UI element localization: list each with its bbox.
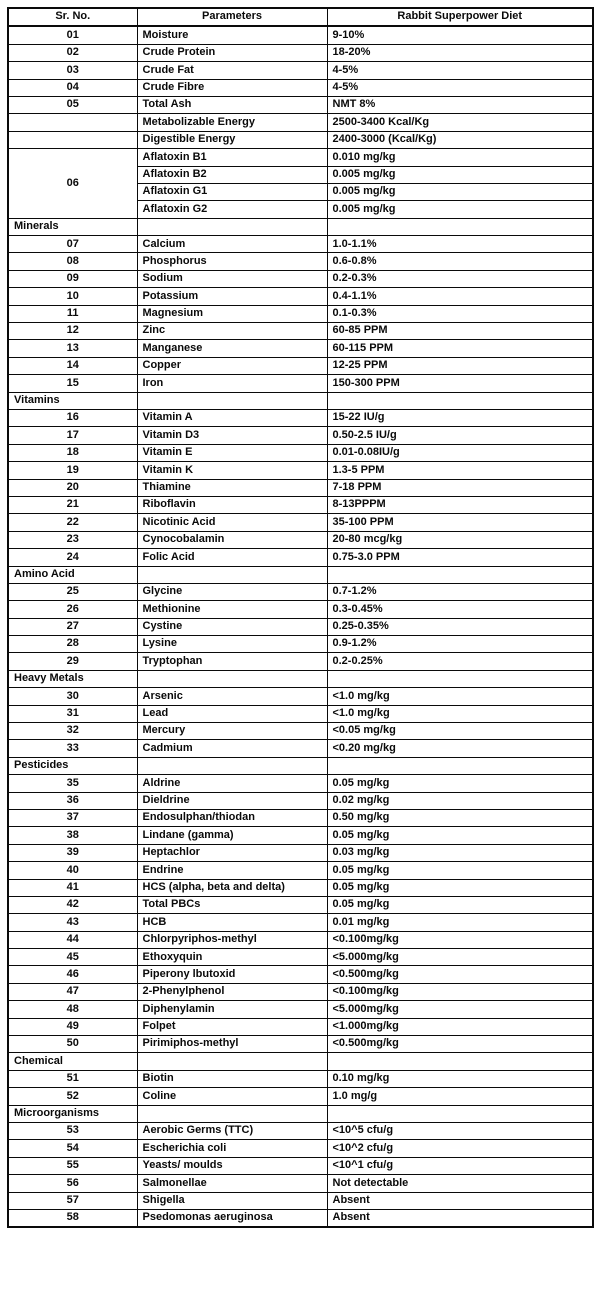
sr-no-cell	[8, 114, 137, 131]
empty-parameter-cell	[137, 1053, 327, 1070]
section-row	[8, 392, 593, 409]
sr-no-cell: 14	[8, 357, 137, 374]
table-row	[8, 1036, 593, 1053]
empty-parameter-cell	[137, 218, 327, 235]
sr-no-cell: 17	[8, 427, 137, 444]
sr-no-cell: 37	[8, 809, 137, 826]
sr-no-cell: 01	[8, 26, 137, 44]
value-cell: 12-25 PPM	[327, 357, 593, 374]
sr-no-cell: 49	[8, 1018, 137, 1035]
sr-no-cell: 48	[8, 1001, 137, 1018]
sr-no-cell: 05	[8, 96, 137, 113]
value-cell: 0.02 mg/kg	[327, 792, 593, 809]
sr-no-cell: 20	[8, 479, 137, 496]
sr-no-cell: 41	[8, 879, 137, 896]
parameter-cell: Iron	[137, 375, 327, 392]
table-row	[8, 1001, 593, 1018]
empty-parameter-cell	[137, 670, 327, 687]
value-cell: 7-18 PPM	[327, 479, 593, 496]
table-row	[8, 705, 593, 722]
sr-no-cell: 36	[8, 792, 137, 809]
parameter-cell: Cynocobalamin	[137, 531, 327, 548]
parameter-cell: Diphenylamin	[137, 1001, 327, 1018]
parameter-cell: Lysine	[137, 636, 327, 653]
value-cell: 0.05 mg/kg	[327, 775, 593, 792]
value-cell: 1.3-5 PPM	[327, 462, 593, 479]
table-row	[8, 879, 593, 896]
table-row	[8, 549, 593, 566]
table-row	[8, 131, 593, 148]
value-cell: <0.100mg/kg	[327, 931, 593, 948]
sr-no-cell: 08	[8, 253, 137, 270]
section-label-cell: Vitamins	[8, 392, 137, 409]
parameter-cell: Piperony lbutoxid	[137, 966, 327, 983]
value-cell: 15-22 IU/g	[327, 409, 593, 426]
value-cell: <5.000mg/kg	[327, 949, 593, 966]
table-row	[8, 792, 593, 809]
parameter-cell: Aldrine	[137, 775, 327, 792]
table-row	[8, 983, 593, 1000]
value-cell: <10^2 cfu/g	[327, 1140, 593, 1157]
table-row	[8, 601, 593, 618]
sr-no-cell: 11	[8, 305, 137, 322]
parameter-cell: Aflatoxin B2	[137, 166, 327, 183]
header-diet: Rabbit Superpower Diet	[327, 8, 593, 26]
sr-no-cell: 30	[8, 688, 137, 705]
sr-no-cell: 47	[8, 983, 137, 1000]
section-label-cell: Pesticides	[8, 757, 137, 774]
table-row	[8, 1209, 593, 1227]
sr-no-cell: 50	[8, 1036, 137, 1053]
value-cell: <0.20 mg/kg	[327, 740, 593, 757]
table-row	[8, 323, 593, 340]
parameter-cell: Crude Fat	[137, 62, 327, 79]
sr-no-cell: 55	[8, 1157, 137, 1174]
table-row	[8, 253, 593, 270]
sr-no-cell: 39	[8, 844, 137, 861]
value-cell: 0.05 mg/kg	[327, 862, 593, 879]
sr-no-cell: 16	[8, 409, 137, 426]
empty-value-cell	[327, 670, 593, 687]
value-cell: 0.005 mg/kg	[327, 166, 593, 183]
parameter-cell: Ethoxyquin	[137, 949, 327, 966]
sr-no-cell: 51	[8, 1070, 137, 1087]
sr-no-cell: 07	[8, 236, 137, 253]
table-row	[8, 931, 593, 948]
table-row	[8, 1018, 593, 1035]
table-row	[8, 462, 593, 479]
value-cell: 2400-3000 (Kcal/Kg)	[327, 131, 593, 148]
sr-no-cell: 02	[8, 44, 137, 61]
table-row	[8, 375, 593, 392]
parameter-cell: Pirimiphos-methyl	[137, 1036, 327, 1053]
sr-no-cell: 12	[8, 323, 137, 340]
table-row	[8, 427, 593, 444]
parameter-cell: Vitamin K	[137, 462, 327, 479]
parameter-cell: Folpet	[137, 1018, 327, 1035]
sr-no-cell: 31	[8, 705, 137, 722]
parameter-cell: Vitamin E	[137, 444, 327, 461]
value-cell: 0.4-1.1%	[327, 288, 593, 305]
parameter-cell: Shigella	[137, 1192, 327, 1209]
sr-no-cell: 56	[8, 1175, 137, 1192]
value-cell: 0.7-1.2%	[327, 583, 593, 600]
value-cell: 0.05 mg/kg	[327, 896, 593, 913]
table-header-row	[8, 8, 593, 26]
sr-no-cell: 23	[8, 531, 137, 548]
sr-no-cell: 42	[8, 896, 137, 913]
parameter-cell: Biotin	[137, 1070, 327, 1087]
sr-no-cell: 03	[8, 62, 137, 79]
table-row	[8, 1192, 593, 1209]
parameter-cell: Crude Fibre	[137, 79, 327, 96]
value-cell: 4-5%	[327, 79, 593, 96]
sr-no-cell: 53	[8, 1123, 137, 1140]
value-cell: 0.03 mg/kg	[327, 844, 593, 861]
parameter-cell: Endrine	[137, 862, 327, 879]
parameter-cell: HCB	[137, 914, 327, 931]
empty-value-cell	[327, 218, 593, 235]
table-row	[8, 26, 593, 44]
parameter-cell: Zinc	[137, 323, 327, 340]
value-cell: <1.0 mg/kg	[327, 688, 593, 705]
table-row	[8, 270, 593, 287]
value-cell: 0.9-1.2%	[327, 636, 593, 653]
empty-parameter-cell	[137, 566, 327, 583]
parameter-cell: Coline	[137, 1088, 327, 1105]
sr-no-cell: 21	[8, 496, 137, 513]
parameter-cell: Copper	[137, 357, 327, 374]
table-row	[8, 966, 593, 983]
sr-no-cell: 18	[8, 444, 137, 461]
section-row	[8, 218, 593, 235]
value-cell: <5.000mg/kg	[327, 1001, 593, 1018]
table-row	[8, 844, 593, 861]
sr-no-cell: 27	[8, 618, 137, 635]
table-row	[8, 653, 593, 670]
table-header	[8, 8, 593, 26]
parameter-cell: Psedomonas aeruginosa	[137, 1209, 327, 1227]
value-cell: <10^1 cfu/g	[327, 1157, 593, 1174]
empty-value-cell	[327, 566, 593, 583]
table-row	[8, 862, 593, 879]
value-cell: 0.2-0.3%	[327, 270, 593, 287]
sr-no-cell: 38	[8, 827, 137, 844]
table-row	[8, 740, 593, 757]
table-row	[8, 688, 593, 705]
sr-no-cell: 13	[8, 340, 137, 357]
table-row	[8, 496, 593, 513]
parameter-cell: Digestible Energy	[137, 131, 327, 148]
table-row	[8, 514, 593, 531]
value-cell: <0.500mg/kg	[327, 1036, 593, 1053]
value-cell: 150-300 PPM	[327, 375, 593, 392]
empty-value-cell	[327, 757, 593, 774]
sr-no-cell: 25	[8, 583, 137, 600]
parameter-cell: Moisture	[137, 26, 327, 44]
table-row	[8, 1140, 593, 1157]
sr-no-cell: 44	[8, 931, 137, 948]
value-cell: 0.2-0.25%	[327, 653, 593, 670]
table-row	[8, 357, 593, 374]
table-row	[8, 636, 593, 653]
empty-value-cell	[327, 1105, 593, 1122]
table-row	[8, 775, 593, 792]
parameter-cell: Lead	[137, 705, 327, 722]
parameter-cell: Heptachlor	[137, 844, 327, 861]
sr-no-cell: 04	[8, 79, 137, 96]
sr-no-cell: 24	[8, 549, 137, 566]
value-cell: 0.1-0.3%	[327, 305, 593, 322]
sr-no-cell: 22	[8, 514, 137, 531]
parameter-cell: Escherichia coli	[137, 1140, 327, 1157]
sr-no-cell: 10	[8, 288, 137, 305]
table-row	[8, 62, 593, 79]
parameter-cell: Tryptophan	[137, 653, 327, 670]
value-cell: 60-115 PPM	[327, 340, 593, 357]
table-row	[8, 1088, 593, 1105]
value-cell: 2500-3400 Kcal/Kg	[327, 114, 593, 131]
parameter-cell: Methionine	[137, 601, 327, 618]
sr-no-cell: 45	[8, 949, 137, 966]
sr-no-cell: 19	[8, 462, 137, 479]
value-cell: 0.01 mg/kg	[327, 914, 593, 931]
diet-spec-table	[7, 7, 594, 1228]
table-row	[8, 723, 593, 740]
parameter-cell: Aflatoxin G2	[137, 201, 327, 218]
empty-parameter-cell	[137, 1105, 327, 1122]
value-cell: 0.75-3.0 PPM	[327, 549, 593, 566]
sr-no-cell: 35	[8, 775, 137, 792]
table-row	[8, 1157, 593, 1174]
sr-no-cell: 29	[8, 653, 137, 670]
parameter-cell: Total PBCs	[137, 896, 327, 913]
parameter-cell: Chlorpyriphos-methyl	[137, 931, 327, 948]
table-row	[8, 96, 593, 113]
table-row	[8, 1123, 593, 1140]
sr-no-cell: 40	[8, 862, 137, 879]
table-row	[8, 236, 593, 253]
sr-no-cell: 28	[8, 636, 137, 653]
table-row	[8, 288, 593, 305]
value-cell: <0.500mg/kg	[327, 966, 593, 983]
section-row	[8, 757, 593, 774]
parameter-cell: Folic Acid	[137, 549, 327, 566]
value-cell: 1.0 mg/g	[327, 1088, 593, 1105]
value-cell: <1.0 mg/kg	[327, 705, 593, 722]
sr-no-cell: 32	[8, 723, 137, 740]
value-cell: 0.6-0.8%	[327, 253, 593, 270]
parameter-cell: Cystine	[137, 618, 327, 635]
value-cell: <0.05 mg/kg	[327, 723, 593, 740]
value-cell: 4-5%	[327, 62, 593, 79]
parameter-cell: Metabolizable Energy	[137, 114, 327, 131]
parameter-cell: Arsenic	[137, 688, 327, 705]
value-cell: 1.0-1.1%	[327, 236, 593, 253]
table-row	[8, 340, 593, 357]
sr-no-cell: 43	[8, 914, 137, 931]
value-cell: 20-80 mcg/kg	[327, 531, 593, 548]
empty-parameter-cell	[137, 757, 327, 774]
section-row	[8, 566, 593, 583]
parameter-cell: Salmonellae	[137, 1175, 327, 1192]
value-cell: <1.000mg/kg	[327, 1018, 593, 1035]
empty-value-cell	[327, 392, 593, 409]
parameter-cell: Glycine	[137, 583, 327, 600]
value-cell: 0.50 mg/kg	[327, 809, 593, 826]
parameter-cell: Calcium	[137, 236, 327, 253]
sr-no-cell: 15	[8, 375, 137, 392]
table-row	[8, 531, 593, 548]
value-cell: 60-85 PPM	[327, 323, 593, 340]
parameter-cell: Endosulphan/thiodan	[137, 809, 327, 826]
empty-value-cell	[327, 1053, 593, 1070]
section-label-cell: Microorganisms	[8, 1105, 137, 1122]
table-row	[8, 149, 593, 166]
table-row	[8, 114, 593, 131]
parameter-cell: Lindane (gamma)	[137, 827, 327, 844]
parameter-cell: Phosphorus	[137, 253, 327, 270]
value-cell: Absent	[327, 1192, 593, 1209]
value-cell: <10^5 cfu/g	[327, 1123, 593, 1140]
value-cell: 18-20%	[327, 44, 593, 61]
table-row	[8, 79, 593, 96]
section-label-cell: Chemical	[8, 1053, 137, 1070]
sr-no-cell: 46	[8, 966, 137, 983]
value-cell: 0.50-2.5 IU/g	[327, 427, 593, 444]
value-cell: 0.005 mg/kg	[327, 183, 593, 200]
parameter-cell: Riboflavin	[137, 496, 327, 513]
table-row	[8, 949, 593, 966]
value-cell: 0.10 mg/kg	[327, 1070, 593, 1087]
section-label-cell: Amino Acid	[8, 566, 137, 583]
parameter-cell: Sodium	[137, 270, 327, 287]
sr-no-cell	[8, 131, 137, 148]
parameter-cell: Aerobic Germs (TTC)	[137, 1123, 327, 1140]
sr-no-cell: 54	[8, 1140, 137, 1157]
sr-no-cell: 09	[8, 270, 137, 287]
value-cell: 35-100 PPM	[327, 514, 593, 531]
sr-no-cell: 58	[8, 1209, 137, 1227]
table-row	[8, 827, 593, 844]
sr-no-cell: 33	[8, 740, 137, 757]
table-row	[8, 583, 593, 600]
value-cell: 9-10%	[327, 26, 593, 44]
section-row	[8, 1105, 593, 1122]
section-row	[8, 670, 593, 687]
parameter-cell: Potassium	[137, 288, 327, 305]
value-cell: 0.05 mg/kg	[327, 827, 593, 844]
parameter-cell: Cadmium	[137, 740, 327, 757]
table-row	[8, 618, 593, 635]
value-cell: Absent	[327, 1209, 593, 1227]
value-cell: <0.100mg/kg	[327, 983, 593, 1000]
parameter-cell: Aflatoxin G1	[137, 183, 327, 200]
table-row	[8, 1070, 593, 1087]
value-cell: 0.01-0.08IU/g	[327, 444, 593, 461]
parameter-cell: Total Ash	[137, 96, 327, 113]
value-cell: 0.25-0.35%	[327, 618, 593, 635]
parameter-cell: 2-Phenylphenol	[137, 983, 327, 1000]
value-cell: 0.005 mg/kg	[327, 201, 593, 218]
parameter-cell: Crude Protein	[137, 44, 327, 61]
empty-parameter-cell	[137, 392, 327, 409]
table-row	[8, 809, 593, 826]
parameter-cell: Mercury	[137, 723, 327, 740]
table-row	[8, 1175, 593, 1192]
sr-no-cell: 26	[8, 601, 137, 618]
parameter-cell: Thiamine	[137, 479, 327, 496]
value-cell: 8-13PPPM	[327, 496, 593, 513]
parameter-cell: Dieldrine	[137, 792, 327, 809]
table-row	[8, 479, 593, 496]
table-row	[8, 914, 593, 931]
table-body	[8, 26, 593, 1227]
section-row	[8, 1053, 593, 1070]
value-cell: 0.3-0.45%	[327, 601, 593, 618]
table-row	[8, 44, 593, 61]
sr-no-cell: 57	[8, 1192, 137, 1209]
sr-no-cell: 52	[8, 1088, 137, 1105]
parameter-cell: Aflatoxin B1	[137, 149, 327, 166]
parameter-cell: Vitamin A	[137, 409, 327, 426]
parameter-cell: HCS (alpha, beta and delta)	[137, 879, 327, 896]
parameter-cell: Vitamin D3	[137, 427, 327, 444]
parameter-cell: Yeasts/ moulds	[137, 1157, 327, 1174]
value-cell: 0.010 mg/kg	[327, 149, 593, 166]
section-label-cell: Heavy Metals	[8, 670, 137, 687]
table-row	[8, 444, 593, 461]
header-sr-no: Sr. No.	[8, 8, 137, 26]
section-label-cell: Minerals	[8, 218, 137, 235]
parameter-cell: Manganese	[137, 340, 327, 357]
sr-no-cell: 06	[8, 149, 137, 219]
value-cell: 0.05 mg/kg	[327, 879, 593, 896]
table-row	[8, 896, 593, 913]
parameter-cell: Nicotinic Acid	[137, 514, 327, 531]
value-cell: Not detectable	[327, 1175, 593, 1192]
value-cell: NMT 8%	[327, 96, 593, 113]
table-row	[8, 305, 593, 322]
table-row	[8, 409, 593, 426]
header-parameters: Parameters	[137, 8, 327, 26]
parameter-cell: Magnesium	[137, 305, 327, 322]
